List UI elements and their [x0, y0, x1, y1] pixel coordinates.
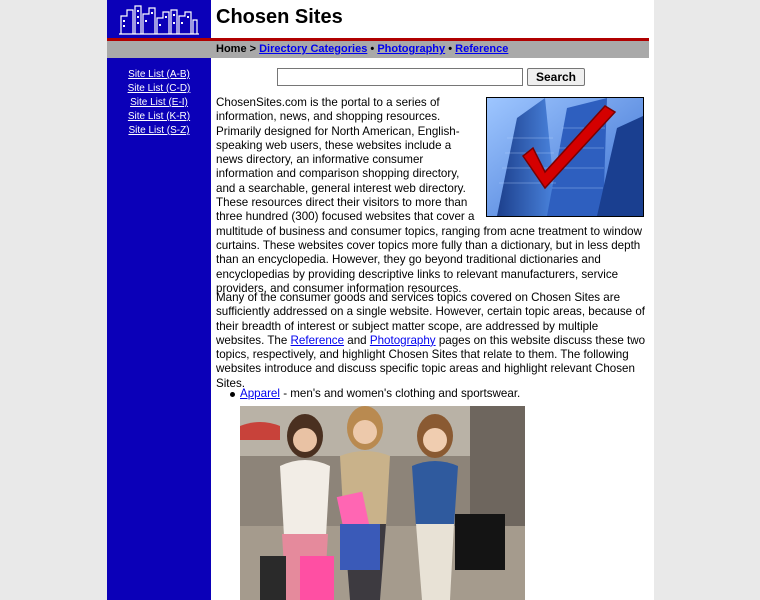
site-title: Chosen Sites — [216, 6, 343, 28]
topics-text-after: pages on this website discuss these two topics, respectively, and highlight Chosen Sites that relate to them. The following websites introduce and discuss specific topic areas and highlight relevant Chosen Sites. — [216, 333, 646, 390]
sidebar-item-site-list-s-z[interactable]: Site List (S-Z) — [128, 125, 190, 136]
city-skyline-icon — [107, 0, 211, 38]
apparel-link[interactable]: Apparel — [240, 387, 280, 400]
hero-image — [486, 97, 644, 217]
breadcrumb-home[interactable]: Home > — [216, 43, 257, 55]
intro-text: ChosenSites.com is the portal to a series of information, news, and shopping resources. Primarily designed for North American, English-speaking web users, these websites include a news directory, an informative consumer information and comparison shopping directory, and a searchable, general interest web directory. These resources direct their visitors to more than three hundred (300) focused websites that cover a multitude of business and consumer topics, ranging from acne treatment to window curtains. These websites cover topics more fully than a dictionary, but in less depth than an encyclopedia. However, they go beyond traditional dictionaries and encyclopedias by providing descriptive links to relevant manufacturers, service providers, and consumer information resources. — [216, 96, 642, 295]
shopping-photo-image — [240, 406, 525, 600]
sidebar-item-site-list-a-b[interactable]: Site List (A-B) — [128, 69, 190, 80]
breadcrumb-separator: • — [448, 43, 453, 55]
sidebar — [107, 58, 211, 600]
search-input[interactable] — [277, 68, 523, 86]
sidebar-item-site-list-c-d[interactable]: Site List (C-D) — [127, 83, 191, 94]
logo[interactable] — [107, 0, 211, 38]
sidebar-item-site-list-e-i[interactable]: Site List (E-I) — [130, 97, 188, 108]
breadcrumb-reference[interactable]: Reference — [455, 43, 509, 55]
topics-text-middle: and — [344, 333, 370, 347]
list-item — [240, 387, 520, 400]
apparel-description: - men's and women's clothing and sportswear. — [279, 387, 521, 400]
sidebar-item-site-list-k-r[interactable]: Site List (K-R) — [127, 111, 191, 122]
page — [107, 0, 654, 600]
reference-link[interactable]: Reference — [290, 333, 345, 347]
breadcrumb — [216, 43, 508, 55]
shopping-women-photo — [240, 406, 525, 600]
skyscraper-checkmark-image — [487, 98, 643, 216]
breadcrumb-photography[interactable]: Photography — [377, 43, 446, 55]
topics-paragraph — [216, 291, 646, 391]
breadcrumb-directory-categories[interactable]: Directory Categories — [259, 43, 368, 55]
search-button[interactable]: Search — [527, 68, 585, 86]
photography-link[interactable]: Photography — [369, 333, 436, 347]
topics-text-before: Many of the consumer goods and services topics covered on Chosen Sites are sufficiently addressed on a single website. However, certain topic areas, because of their breadth of interest or subject matter scope, are addressed by multiple websites. The — [216, 291, 645, 347]
breadcrumb-separator: • — [370, 43, 375, 55]
